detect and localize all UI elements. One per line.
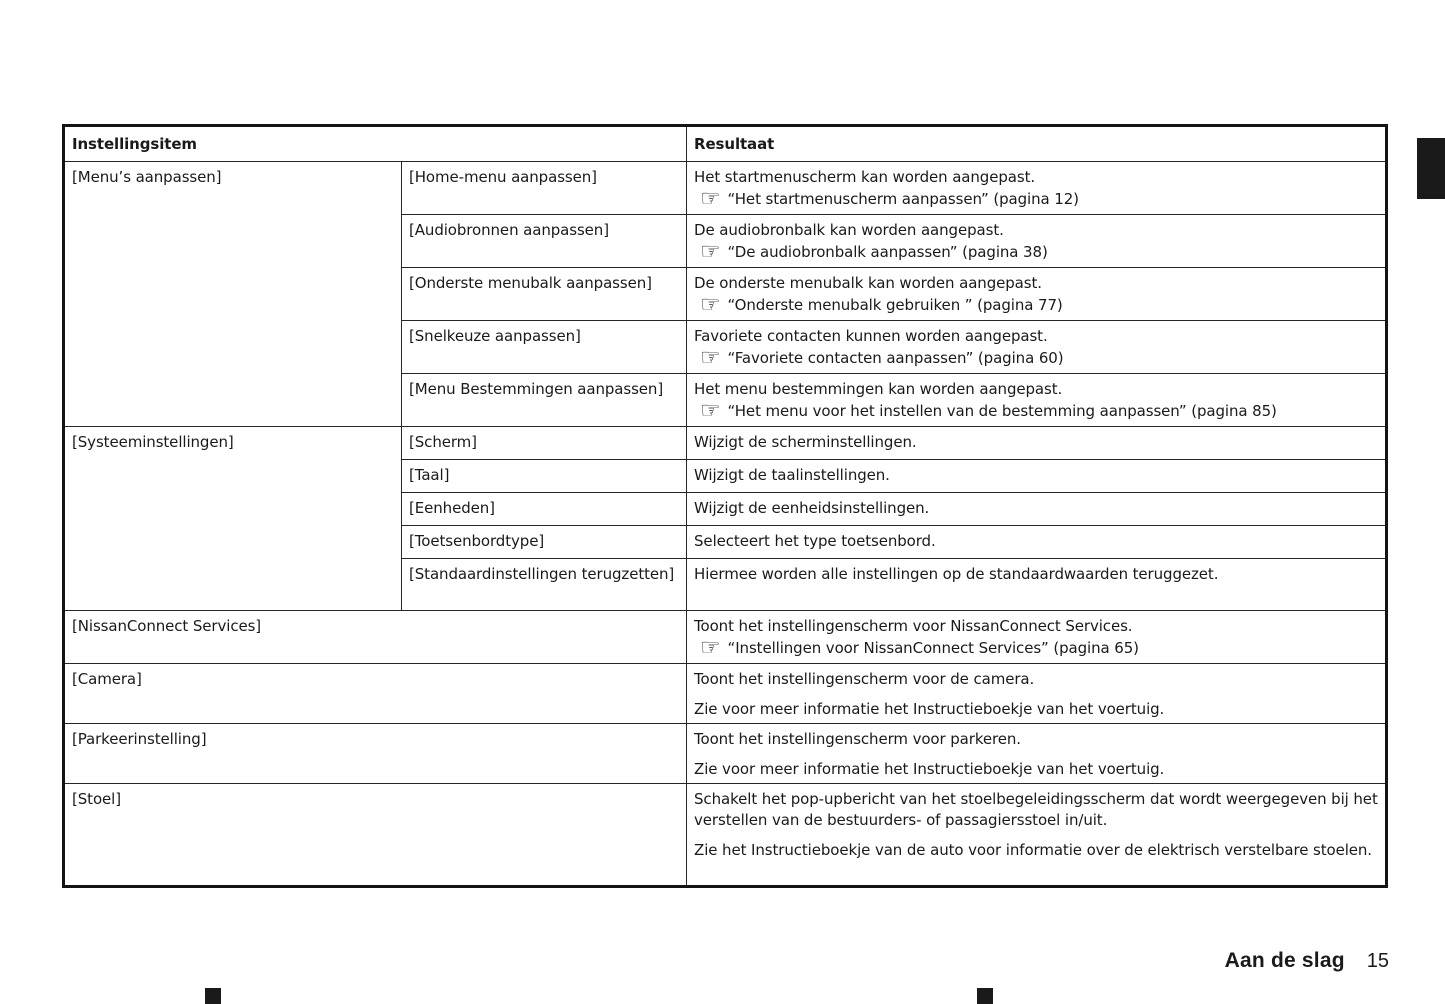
table-row	[64, 427, 1387, 460]
result-cell	[687, 215, 1387, 268]
settings-table	[62, 124, 1388, 888]
result-note: Zie voor meer informatie het Instructieboekje van het voertuig.	[694, 760, 1165, 778]
pointing-hand-icon: ☞	[700, 345, 721, 371]
crop-mark-right	[977, 988, 993, 1004]
result-text: Toont het instellingenscherm voor NissanConnect Services.	[694, 617, 1133, 635]
group-cell-systeeminstellingen: [Systeeminstellingen]	[64, 427, 402, 611]
cross-reference-line	[694, 398, 1378, 424]
result-cell: Wijzigt de scherminstellingen.	[687, 427, 1387, 460]
result-text: Favoriete contacten kunnen worden aangepast.	[694, 327, 1048, 345]
result-cell: Wijzigt de taalinstellingen.	[687, 460, 1387, 493]
result-cell	[687, 268, 1387, 321]
result-cell	[687, 374, 1387, 427]
result-cell: Selecteert het type toetsenbord.	[687, 526, 1387, 559]
setting-cell: [Onderste menubalk aanpassen]	[402, 268, 687, 321]
crop-mark-left	[205, 988, 221, 1004]
cross-reference-line	[694, 292, 1378, 318]
result-note: Zie het Instructieboekje van de auto voor informatie over de elektrisch verstelbare stoelen.	[694, 841, 1372, 859]
result-cell	[687, 321, 1387, 374]
result-cell	[687, 664, 1387, 724]
result-text: Toont het instellingenscherm voor de camera.	[694, 670, 1035, 688]
setting-cell: [Standaardinstellingen terugzetten]	[402, 559, 687, 611]
setting-cell-parkeerinstelling: [Parkeerinstelling]	[64, 724, 687, 784]
result-cell	[687, 784, 1387, 887]
result-cell	[687, 611, 1387, 664]
table-row	[64, 664, 1387, 724]
setting-cell: [Home-menu aanpassen]	[402, 162, 687, 215]
setting-cell-stoel: [Stoel]	[64, 784, 687, 887]
result-text: Schakelt het pop-upbericht van het stoelbegeleidingsscherm dat wordt weergegeven bij het verstellen van de bestuurders- of passagiersstoel in/uit.	[694, 790, 1378, 829]
cross-reference-line	[694, 635, 1378, 661]
result-text: Het startmenuscherm kan worden aangepast.	[694, 168, 1036, 186]
result-cell: Hiermee worden alle instellingen op de standaardwaarden teruggezet.	[687, 559, 1387, 611]
setting-cell: [Snelkeuze aanpassen]	[402, 321, 687, 374]
cross-reference-text: “De audiobronbalk aanpassen” (pagina 38)	[727, 243, 1048, 261]
table-row	[64, 784, 1387, 887]
group-cell-menus-aanpassen: [Menu’s aanpassen]	[64, 162, 402, 427]
footer-page-number: 15	[1366, 950, 1389, 972]
cross-reference-text: “Instellingen voor NissanConnect Services” (pagina 65)	[727, 639, 1139, 657]
page-footer	[1225, 949, 1389, 973]
result-cell: Wijzigt de eenheidsinstellingen.	[687, 493, 1387, 526]
result-text: Het menu bestemmingen kan worden aangepast.	[694, 380, 1063, 398]
pointing-hand-icon: ☞	[700, 186, 721, 212]
cross-reference-text: “Favoriete contacten aanpassen” (pagina 60)	[727, 349, 1064, 367]
cross-reference-line	[694, 345, 1378, 371]
setting-cell: [Taal]	[402, 460, 687, 493]
pointing-hand-icon: ☞	[700, 635, 721, 661]
cross-reference-text: “Onderste menubalk gebruiken ” (pagina 77)	[727, 296, 1063, 314]
result-note: Zie voor meer informatie het Instructieboekje van het voertuig.	[694, 700, 1165, 718]
page-edge-tab	[1417, 138, 1445, 199]
setting-cell: [Toetsenbordtype]	[402, 526, 687, 559]
cross-reference-line	[694, 186, 1378, 212]
footer-section-title: Aan de slag	[1224, 949, 1345, 972]
header-resultaat: Resultaat	[687, 126, 1387, 162]
setting-cell: [Menu Bestemmingen aanpassen]	[402, 374, 687, 427]
setting-cell: [Eenheden]	[402, 493, 687, 526]
table-row	[64, 611, 1387, 664]
result-cell	[687, 162, 1387, 215]
setting-cell: [Audiobronnen aanpassen]	[402, 215, 687, 268]
pointing-hand-icon: ☞	[700, 239, 721, 265]
setting-cell-camera: [Camera]	[64, 664, 687, 724]
setting-cell: [Scherm]	[402, 427, 687, 460]
table-header-row	[64, 126, 1387, 162]
pointing-hand-icon: ☞	[700, 292, 721, 318]
cross-reference-line	[694, 239, 1378, 265]
cross-reference-text: “Het startmenuscherm aanpassen” (pagina 12)	[727, 190, 1079, 208]
result-text: De audiobronbalk kan worden aangepast.	[694, 221, 1004, 239]
result-text: Toont het instellingenscherm voor parkeren.	[694, 730, 1021, 748]
result-text: De onderste menubalk kan worden aangepast.	[694, 274, 1042, 292]
pointing-hand-icon: ☞	[700, 398, 721, 424]
setting-cell-nissanconnect-services: [NissanConnect Services]	[64, 611, 687, 664]
table-row	[64, 724, 1387, 784]
result-cell	[687, 724, 1387, 784]
table-row	[64, 162, 1387, 215]
cross-reference-text: “Het menu voor het instellen van de bestemming aanpassen” (pagina 85)	[727, 402, 1277, 420]
header-instellingsitem: Instellingsitem	[64, 126, 687, 162]
